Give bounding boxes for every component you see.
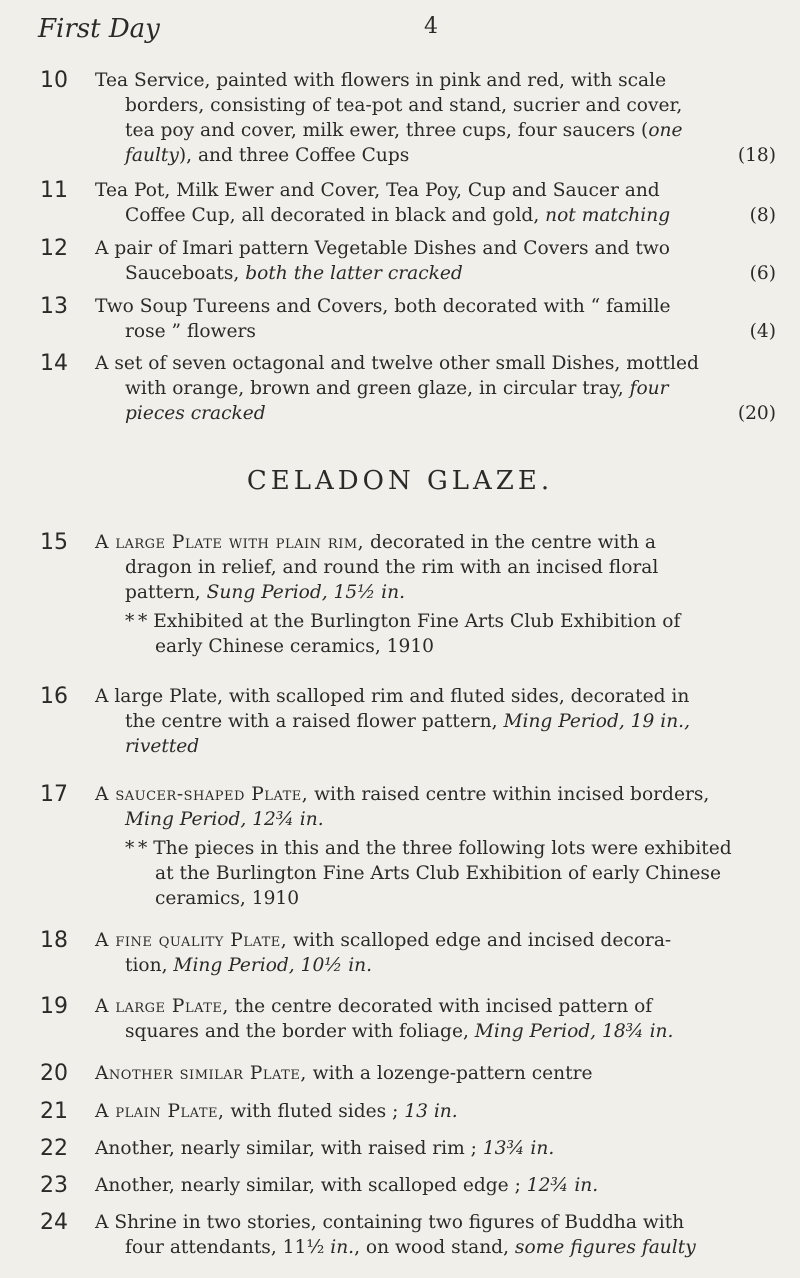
lot-number: 17 (40, 782, 68, 807)
page-header (38, 14, 760, 48)
lot-number: 24 (40, 1210, 68, 1235)
exhibition-note: * * The pieces in this and the three following lots were exhibited at the Burlington Fine Arts Club Exhibition of early Chinese ceramics, 1910 (125, 838, 732, 909)
section-heading: CELADON GLAZE. (246, 466, 554, 496)
lot-quantity: (18) (737, 145, 776, 166)
lot-number: 18 (40, 928, 68, 953)
lot-description: A saucer-shaped Plate, with raised centre within incised borders, Ming Period, 12¾ in. * * The pieces in this and the three following lots were exhibited at the Burlington Fine Arts Club Exhibition of early Chinese ceramics, 1910 (95, 782, 776, 911)
lot-number: 11 (40, 178, 68, 203)
lot-description: A plain Plate, with fluted sides ; 13 in. (95, 1101, 458, 1122)
lot-number: 21 (40, 1099, 68, 1124)
lot-quantity: (6) (749, 263, 776, 284)
lot-description: A Shrine in two stories, containing two figures of Buddha with four attendants, 11½ in., on wood stand, some figures faulty (95, 1212, 696, 1258)
lot-description: A fine quality Plate, with scalloped edge and incised decora- tion, Ming Period, 10½ in. (95, 930, 672, 976)
lot-description: Another, nearly similar, with scalloped edge ; 12¾ in. (95, 1175, 599, 1196)
lot-number: 20 (40, 1061, 68, 1086)
lot-number: 16 (40, 684, 68, 709)
lot-description: Tea Service, painted with flowers in pink and red, with scale borders, consisting of tea-pot and stand, sucrier and cover, tea poy and cover, milk ewer, three cups, four saucers (one faulty), and three Coffee Cups (18) (95, 70, 776, 166)
lot-description: A set of seven octagonal and twelve other small Dishes, mottled with orange, brown and green glaze, in circular tray, four pieces cracked (20) (95, 353, 776, 424)
lot-description: A large Plate, the centre decorated with incised pattern of squares and the border with foliage, Ming Period, 18¾ in. (95, 996, 674, 1042)
exhibition-note: * * Exhibited at the Burlington Fine Arts Club Exhibition of early Chinese ceramics, 1910 (125, 611, 681, 657)
day-title: First Day (38, 14, 160, 44)
lot-description: A large Plate, with scalloped rim and fluted sides, decorated in the centre with a raised flower pattern, Ming Period, 19 in., rivetted (95, 686, 690, 757)
lot-quantity: (20) (737, 403, 776, 424)
lot-number: 19 (40, 994, 68, 1019)
lot-description: Two Soup Tureens and Covers, both decorated with “ famille rose ” flowers (4) (95, 296, 776, 342)
page-number: 4 (424, 14, 438, 39)
lot-description: A pair of Imari pattern Vegetable Dishes and Covers and two Sauceboats, both the latter cracked (6) (95, 238, 776, 284)
lot-description: A large Plate with plain rim, decorated in the centre with a dragon in relief, and round the rim with an incised floral pattern, Sung Period, 15½ in. * * Exhibited at the Burlington Fine Arts Club Exhibition of early Chinese ceramics, 1910 (95, 530, 776, 659)
lot-number: 12 (40, 236, 68, 261)
lot-number: 15 (40, 530, 68, 555)
lot-quantity: (8) (749, 205, 776, 226)
lot-number: 23 (40, 1173, 68, 1198)
lot-number: 22 (40, 1136, 68, 1161)
lot-number: 13 (40, 294, 68, 319)
lot-description: Another similar Plate, with a lozenge-pattern centre (95, 1063, 593, 1084)
lot-number: 14 (40, 351, 68, 376)
lot-number: 10 (40, 68, 68, 93)
lot-quantity: (4) (749, 321, 776, 342)
lot-description: Tea Pot, Milk Ewer and Cover, Tea Poy, Cup and Saucer and Coffee Cup, all decorated in black and gold, not matching (8) (95, 180, 776, 226)
lot-description: Another, nearly similar, with raised rim ; 13¾ in. (95, 1138, 555, 1159)
